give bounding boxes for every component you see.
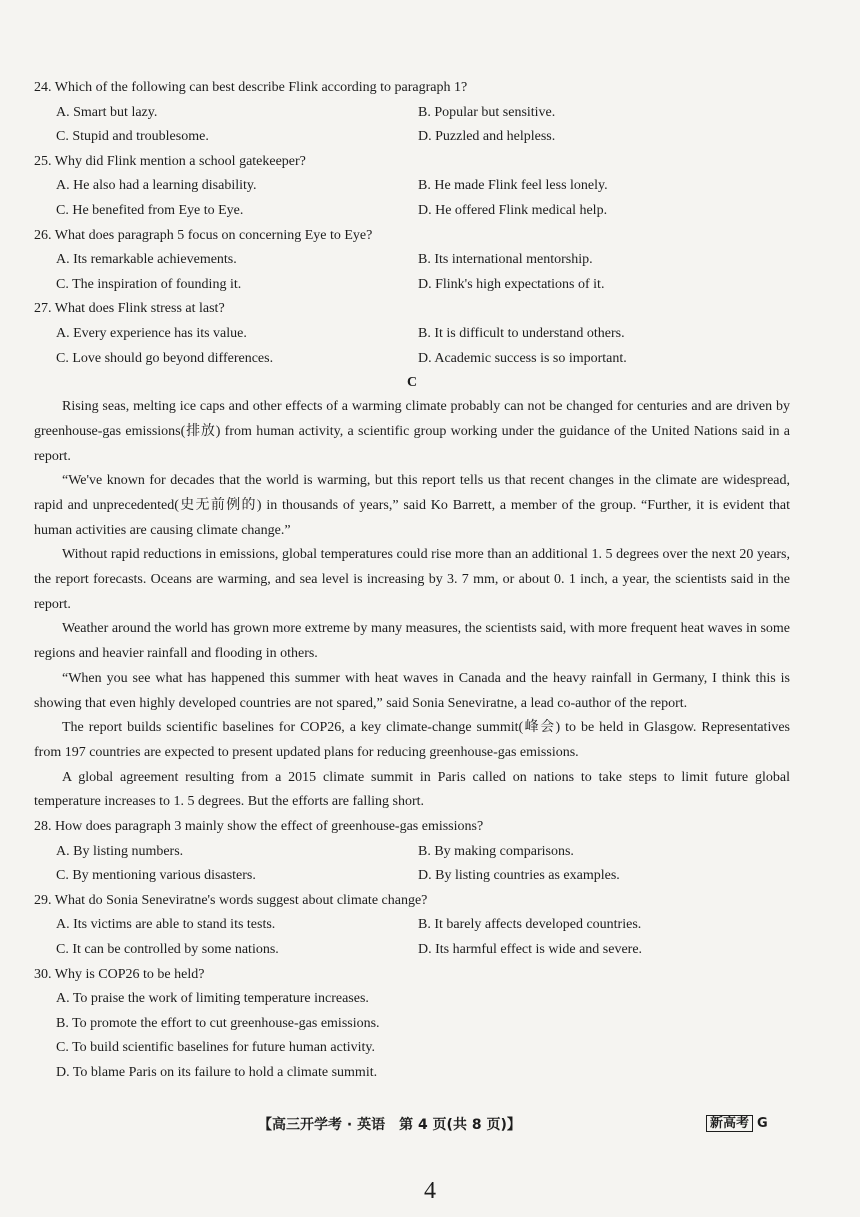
option-c: C. The inspiration of founding it. — [56, 276, 242, 292]
option-a: A. To praise the work of limiting temperature increases. — [56, 991, 369, 1007]
passage-paragraph: A global agreement resulting from a 2015 climate summit in Paris called on nations to take steps to limit future global temperature increases to 1. 5 degrees. But the efforts are falling short. — [34, 769, 790, 810]
question-stem: 29. What do Sonia Seneviratne's words suggest about climate change? — [34, 892, 428, 908]
option-a: A. He also had a learning disability. — [56, 178, 257, 194]
question-26 — [34, 224, 790, 298]
passage-paragraph: Without rapid reductions in emissions, global temperatures could rise more than an additional 1. 5 degrees over the next 20 years, the report forecasts. Oceans are warming, and sea level is increasing by 3. 7 mm, or about 0. 1 inch, a year, the scientists said in the report. — [34, 547, 790, 612]
question-30 — [34, 963, 790, 1086]
page-footer — [0, 1112, 860, 1138]
option-a: A. Its victims are able to stand its tests. — [56, 917, 276, 933]
passage-paragraph: Weather around the world has grown more extreme by many measures, the scientists said, with more frequent heat waves in some regions and heavier rainfall and flooding in others. — [34, 621, 790, 662]
question-29 — [34, 889, 790, 963]
question-stem: 24. Which of the following can best describe Flink according to paragraph 1? — [34, 80, 468, 95]
option-c: C. By mentioning various disasters. — [56, 868, 256, 884]
reading-passage — [34, 395, 790, 815]
option-d: D. To blame Paris on its failure to hold a climate summit. — [56, 1065, 378, 1081]
exam-tag-suffix: G — [757, 1116, 768, 1131]
page-content — [34, 76, 790, 1086]
option-b: B. It is difficult to understand others. — [418, 325, 625, 341]
option-a: A. Smart but lazy. — [56, 104, 158, 120]
option-b: B. To promote the effort to cut greenhouse-gas emissions. — [56, 1015, 380, 1031]
option-d: D. Its harmful effect is wide and severe. — [418, 942, 643, 958]
question-27 — [34, 297, 790, 371]
option-b: B. He made Flink feel less lonely. — [418, 178, 608, 194]
passage-paragraph: “When you see what has happened this summer with heat waves in Canada and the heavy rainfall in Germany, I think this is showing that even highly developed countries are not spared,” said Sonia Seneviratne, a lead co-author of the report. — [34, 670, 790, 711]
option-d: D. By listing countries as examples. — [418, 868, 620, 884]
question-stem: 30. Why is COP26 to be held? — [34, 966, 205, 982]
question-25 — [34, 150, 790, 224]
option-c: C. Stupid and troublesome. — [56, 129, 209, 145]
question-stem: 25. Why did Flink mention a school gatekeeper? — [34, 153, 306, 169]
option-d: D. He offered Flink medical help. — [418, 202, 608, 218]
question-28 — [34, 815, 790, 889]
option-a: A. Every experience has its value. — [56, 325, 247, 341]
option-d: D. Flink's high expectations of it. — [418, 276, 605, 292]
option-b: B. Popular but sensitive. — [418, 104, 556, 120]
option-c: C. To build scientific baselines for future human activity. — [56, 1040, 375, 1056]
exam-tag — [706, 1112, 768, 1131]
option-a: A. Its remarkable achievements. — [56, 252, 237, 268]
passage-paragraph: The report builds scientific baselines for COP26, a key climate-change summit(峰会) to be held in Glasgow. Representatives from 197 countries are expected to present updated plans for reducing greenhouse-gas emissions. — [34, 720, 790, 760]
passage-paragraph: Rising seas, melting ice caps and other effects of a warming climate probably can not be changed for centuries and are driven by greenhouse-gas emissions(排放) from human activity, a scientific group working under the guidance of the United Nations said in a report. — [34, 399, 790, 464]
option-c: C. Love should go beyond differences. — [56, 350, 274, 366]
option-a: A. By listing numbers. — [56, 843, 184, 859]
question-stem: 28. How does paragraph 3 mainly show the effect of greenhouse-gas emissions? — [34, 819, 484, 835]
question-stem: 26. What does paragraph 5 focus on concerning Eye to Eye? — [34, 227, 373, 243]
option-c: C. It can be controlled by some nations. — [56, 942, 279, 958]
exam-tag-box: 新高考 — [706, 1115, 753, 1132]
option-b: B. Its international mentorship. — [418, 252, 593, 268]
option-b: B. By making comparisons. — [418, 843, 574, 859]
option-d: D. Academic success is so important. — [418, 350, 627, 366]
question-stem: 27. What does Flink stress at last? — [34, 301, 225, 317]
footer-exam-info: 【高三开学考 · 英语 第 4 页(共 8 页)】 — [258, 1117, 521, 1133]
option-b: B. It barely affects developed countries. — [418, 917, 642, 933]
page-number: 4 — [424, 1178, 436, 1204]
option-d: D. Puzzled and helpless. — [418, 129, 556, 145]
passage-paragraph: “We've known for decades that the world is warming, but this report tells us that recent changes in the climate are widespread, rapid and unprecedented(史无前例的) in thousands of years,” said Ko Barrett, a member of the group. “Further, it is evident that human activities are causing climate change.” — [34, 473, 790, 538]
question-24 — [34, 76, 790, 150]
section-label: C — [406, 375, 418, 391]
option-c: C. He benefited from Eye to Eye. — [56, 202, 244, 218]
